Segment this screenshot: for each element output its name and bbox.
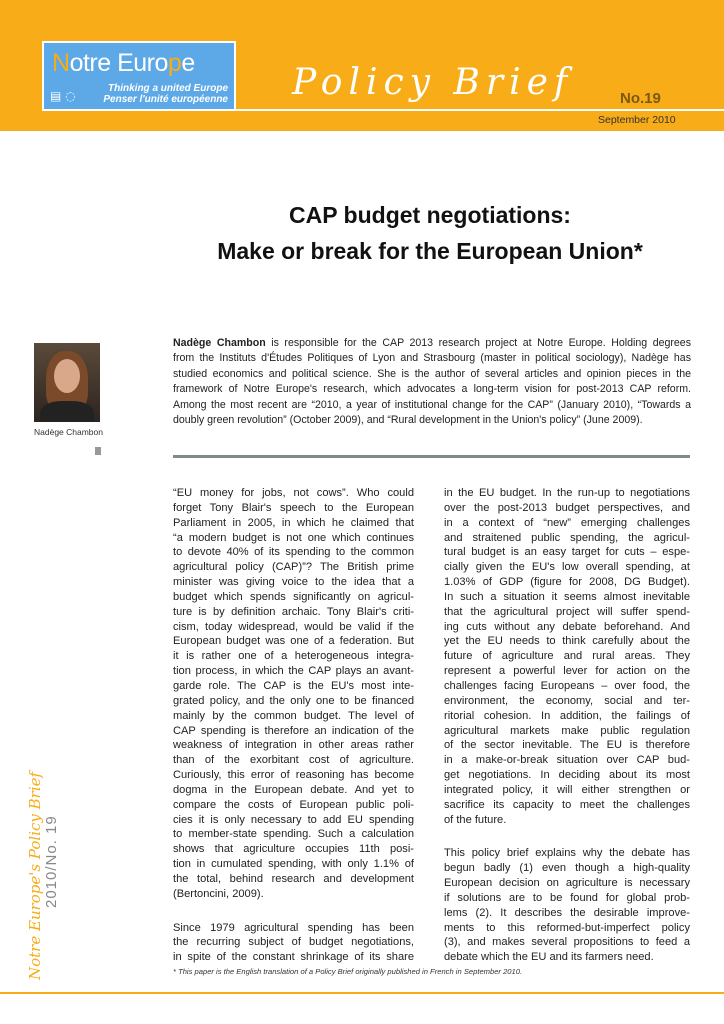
author-name: Nadège Chambon [173, 337, 266, 349]
body-line: sacrifice its capacity to meet the challenges [444, 798, 690, 811]
body-line: ing cuts without any debate beforehand. And [444, 620, 690, 633]
body-line: and straitened public spending, the agricul- [444, 531, 690, 544]
body-line: Since 1979 agricultural spending has been [173, 921, 414, 934]
body-line: forget Tony Blair's speech to the European [173, 501, 414, 514]
logo-flag-icon: ▤ ◌ [50, 89, 76, 103]
series-title: Policy Brief [292, 62, 574, 103]
body-line: dogma in the European debate. And yet to [173, 783, 414, 796]
body-line: compare the costs of European public poli- [173, 798, 414, 811]
bio-line: Nadège Chambon is responsible for the CAP 2013 research project at Notre Europe. Holding degrees [173, 337, 691, 349]
body-line: shows that agriculture occupies 11th posi- [173, 843, 414, 856]
body-line: the recurring subject of budget negotiations, [173, 936, 414, 949]
body-line: if solutions are to be found for global prob- [444, 891, 690, 904]
body-line: represent a powerful lever for action on the [444, 665, 690, 678]
body-line: agricultural policy (CAP)”? The British prime [173, 561, 414, 574]
body-line: garde role. The CAP is the EU's most inte- [173, 679, 414, 692]
body-line: European budget was one of a federation. But [173, 635, 414, 648]
body-line: in a context of “new” emerging challenges [444, 516, 690, 529]
body-line: In such a situation it seems almost inevitable [444, 590, 690, 603]
photo-caption: Nadège Chambon [34, 427, 103, 437]
body-line: 1.03% of GDP (figure for 2008, DG Budget). [444, 576, 690, 589]
body-line: minister was giving voice to the idea that a [173, 576, 414, 589]
body-line: over the post-2013 budget perspectives, and [444, 501, 690, 514]
body-line: This policy brief explains why the debate has [444, 847, 690, 860]
body-line: ments to this reformed-but-imperfect policy [444, 921, 690, 934]
body-line: weakness of integration in other areas rather [173, 739, 414, 752]
body-line: Parliament in 2005, in which he claimed that [173, 516, 414, 529]
body-line: the total, behind research and development [173, 872, 414, 885]
body-line: in spite of the constant shrinkage of its share [173, 951, 414, 964]
body-line: environment, the economy, social and ter- [444, 694, 690, 707]
body-line: ritorial cohesion. In addition, the failings of [444, 709, 690, 722]
body-line: agricultural markets make public regulation [444, 724, 690, 737]
bio-line: Among the most recent are “2010, a year of institutional change for the CAP” (January 2010), “Towards a [173, 398, 691, 411]
body-line: “EU money for jobs, not cows”. Who could [173, 487, 414, 499]
header-divider [236, 109, 724, 111]
body-line: European decision on agriculture is necessary [444, 877, 690, 890]
body-line: “a modern budget is not one which continues [173, 531, 414, 544]
body-line: yet the EU needs to think carefully about the [444, 635, 690, 648]
body-line: challenges facing Europeans – over food, the [444, 679, 690, 692]
body-line: ture is by definition archaic. Tony Blair's criti- [173, 605, 414, 618]
body-line: than of the exorbitant cost of agriculture. [173, 754, 414, 767]
vertical-sidebar-label: Notre Europe's Policy Brief 2010/No. 19 [26, 771, 60, 980]
footnote: * This paper is the English translation of a Policy Brief originally published in French in September 2010. [173, 967, 523, 976]
body-line: get negotiations. In deciding about its most [444, 769, 690, 782]
body-line: of the future. [444, 813, 507, 826]
body-line: to member-state spending. Such a calculation [173, 828, 414, 841]
issue-number: No.19 [620, 90, 661, 107]
bio-line: from the Instituts d'Études Politiques of Lyon and Strasbourg (master in political sociology), Nadège has [173, 352, 691, 365]
bio-line: doubly green revolution” (October 2009), and “Rural development in the Union's policy” (June 2009). [173, 414, 643, 427]
bio-line: framework of Notre Europe's research, which advocates a long-term vision for post-2013 CAP reform. [173, 383, 691, 396]
body-line: grated policy, and the only one to be financed [173, 694, 414, 707]
section-rule [173, 455, 690, 458]
body-line: cially given the EU's low overall spending, at [444, 561, 690, 574]
body-line: mainly by the common budget. The level of [173, 709, 414, 722]
body-line: (3), and makes several propositions to feed a [444, 936, 690, 949]
footer-line [0, 992, 724, 994]
body-line: in a make-or-break situation over CAP bud- [444, 754, 690, 767]
issue-date: September 2010 [598, 114, 676, 126]
body-line: of the sector inevitable. The EU is therefore [444, 739, 690, 752]
body-line: to devote 40% of its spending to the common [173, 546, 414, 559]
page-title: CAP budget negotiations: Make or break for the European Union* [217, 202, 643, 264]
body-line: budget which spends significantly on agricul- [173, 590, 414, 603]
body-line: it is rather one of a heterogeneous integra- [173, 650, 414, 663]
body-line: debate which the EU and its farmers need. [444, 951, 654, 964]
body-column-right [444, 486, 690, 965]
body-line: CAP spending is therefore an indication of the [173, 724, 414, 737]
notre-europe-logo [42, 41, 236, 111]
body-line: cies it is only necessary to add EU spending [173, 813, 414, 826]
bio-line: studied economics and political science. She is the author of several articles and opinion pieces in the [173, 367, 691, 380]
body-line: (Bertoncini, 2009). [173, 887, 264, 900]
header-band [0, 0, 724, 131]
body-line: begun badly (1) even though a high-quality [444, 862, 690, 875]
body-line: future of agriculture and rural areas. They [444, 650, 690, 663]
logo-title: Notre Europe [52, 49, 195, 77]
body-line: integrated policy, it will either strengthen or [444, 783, 690, 796]
body-line: that the agricultural project will suffer spend- [444, 605, 690, 618]
body-line: tion process, in which the CAP plays an avant- [173, 665, 414, 678]
logo-tagline: Thinking a united Europe Penser l'unité européenne [103, 83, 228, 105]
author-photo [34, 343, 100, 422]
decorative-square [95, 447, 101, 455]
body-line: Curiously, this error of reasoning has become [173, 769, 414, 782]
body-line: lems (2). It describes the desirable improve- [444, 906, 690, 919]
body-line: cism, today widespread, would be valid if the [173, 620, 414, 633]
body-line: tion in cumulated spending, with only 1.1% of [173, 858, 414, 871]
body-line: tural budget is an easy target for cuts – espe- [444, 546, 690, 559]
body-line: in the EU budget. In the run-up to negotiations [444, 487, 690, 499]
author-bio [173, 336, 691, 428]
body-column-left [173, 486, 414, 965]
